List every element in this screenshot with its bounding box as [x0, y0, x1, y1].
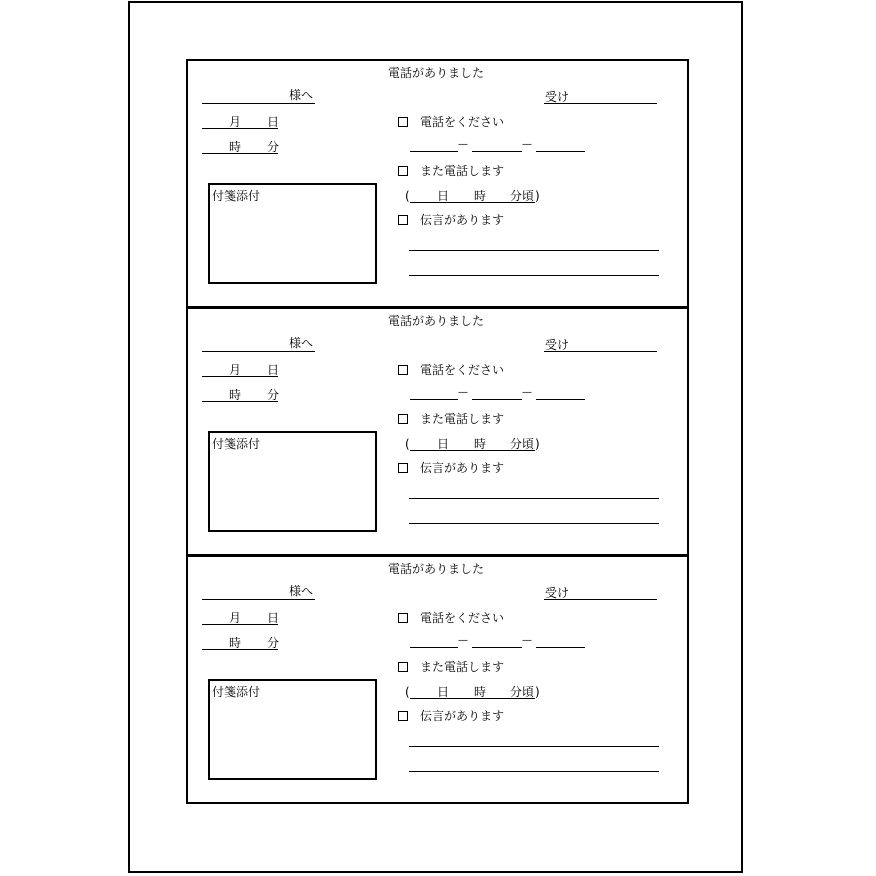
callback-day: 日	[437, 189, 450, 203]
checkbox-icon[interactable]	[398, 166, 408, 176]
checkbox-icon[interactable]	[398, 365, 408, 375]
option-will-call-again-label: また電話します	[420, 164, 505, 178]
phone-number-part-2[interactable]	[472, 647, 522, 648]
date-line[interactable]	[202, 624, 278, 625]
minute-label: 分	[267, 388, 280, 402]
time-line[interactable]	[202, 401, 278, 402]
option-message[interactable]	[398, 461, 504, 475]
phone-number-part-3[interactable]	[536, 399, 585, 400]
month-label: 月	[229, 611, 242, 625]
option-message[interactable]	[398, 213, 504, 227]
time-line[interactable]	[202, 153, 278, 154]
recipient-suffix: 様へ	[289, 88, 314, 102]
option-call-back[interactable]	[398, 363, 504, 377]
checkbox-icon[interactable]	[398, 463, 408, 473]
phone-number-part-1[interactable]	[410, 151, 458, 152]
recipient-line[interactable]	[202, 351, 315, 352]
recipient-line[interactable]	[202, 103, 315, 104]
option-will-call-again[interactable]	[398, 164, 504, 178]
memo-title: 電話がありました	[388, 314, 485, 328]
message-line-1[interactable]	[409, 498, 659, 499]
message-line-2[interactable]	[409, 771, 659, 772]
sticky-note-area[interactable]	[208, 679, 377, 780]
received-by-line[interactable]	[544, 103, 657, 104]
phone-number-part-2[interactable]	[472, 151, 522, 152]
recipient-line[interactable]	[202, 599, 315, 600]
message-line-1[interactable]	[409, 250, 659, 251]
callback-time-line[interactable]	[410, 450, 535, 451]
callback-hour: 時	[474, 189, 487, 203]
message-line-2[interactable]	[409, 275, 659, 276]
phone-memo	[186, 307, 689, 556]
callback-paren-open: (	[405, 189, 410, 203]
received-by-label: 受け	[545, 586, 570, 600]
option-will-call-again[interactable]	[398, 412, 504, 426]
option-call-back-label: 電話をください	[420, 611, 505, 625]
received-by-label: 受け	[545, 90, 570, 104]
checkbox-icon[interactable]	[398, 711, 408, 721]
checkbox-icon[interactable]	[398, 613, 408, 623]
callback-paren-close: )	[535, 189, 540, 203]
option-call-back-label: 電話をください	[420, 115, 505, 129]
checkbox-icon[interactable]	[398, 117, 408, 127]
month-label: 月	[229, 363, 242, 377]
phone-number-part-3[interactable]	[536, 647, 585, 648]
phone-dash-1: —	[458, 139, 468, 150]
option-message-label: 伝言があります	[420, 213, 505, 227]
memo-title: 電話がありました	[388, 562, 485, 576]
memo-title: 電話がありました	[388, 66, 485, 80]
callback-hour: 時	[474, 437, 487, 451]
hour-label: 時	[229, 140, 242, 154]
phone-dash-2: —	[522, 139, 532, 150]
sticky-note-label: 付箋添付	[212, 437, 261, 451]
minute-label: 分	[267, 636, 280, 650]
recipient-suffix: 様へ	[289, 336, 314, 350]
day-label: 日	[267, 611, 280, 625]
callback-day: 日	[437, 685, 450, 699]
callback-minute-approx: 分頃	[510, 437, 535, 451]
phone-dash-2: —	[522, 387, 532, 398]
callback-minute-approx: 分頃	[510, 685, 535, 699]
phone-dash-1: —	[458, 635, 468, 646]
hour-label: 時	[229, 636, 242, 650]
message-line-2[interactable]	[409, 523, 659, 524]
hour-label: 時	[229, 388, 242, 402]
option-call-back-label: 電話をください	[420, 363, 505, 377]
callback-time-line[interactable]	[410, 698, 535, 699]
sticky-note-label: 付箋添付	[212, 685, 261, 699]
phone-dash-1: —	[458, 387, 468, 398]
option-call-back[interactable]	[398, 115, 504, 129]
phone-number-part-2[interactable]	[472, 399, 522, 400]
option-message-label: 伝言があります	[420, 709, 505, 723]
callback-paren-open: (	[405, 437, 410, 451]
callback-paren-close: )	[535, 685, 540, 699]
checkbox-icon[interactable]	[398, 414, 408, 424]
option-will-call-again[interactable]	[398, 660, 504, 674]
phone-number-part-1[interactable]	[410, 647, 458, 648]
phone-number-part-1[interactable]	[410, 399, 458, 400]
day-label: 日	[267, 363, 280, 377]
sticky-note-label: 付箋添付	[212, 189, 261, 203]
received-by-label: 受け	[545, 338, 570, 352]
received-by-line[interactable]	[544, 599, 657, 600]
callback-time-line[interactable]	[410, 202, 535, 203]
date-line[interactable]	[202, 376, 278, 377]
checkbox-icon[interactable]	[398, 662, 408, 672]
checkbox-icon[interactable]	[398, 215, 408, 225]
recipient-suffix: 様へ	[289, 584, 314, 598]
day-label: 日	[267, 115, 280, 129]
callback-minute-approx: 分頃	[510, 189, 535, 203]
phone-memo	[186, 555, 689, 804]
phone-dash-2: —	[522, 635, 532, 646]
date-line[interactable]	[202, 128, 278, 129]
option-message-label: 伝言があります	[420, 461, 505, 475]
option-will-call-again-label: また電話します	[420, 660, 505, 674]
option-will-call-again-label: また電話します	[420, 412, 505, 426]
callback-paren-open: (	[405, 685, 410, 699]
message-line-1[interactable]	[409, 746, 659, 747]
sticky-note-area[interactable]	[208, 431, 377, 532]
month-label: 月	[229, 115, 242, 129]
option-call-back[interactable]	[398, 611, 504, 625]
sticky-note-area[interactable]	[208, 183, 377, 284]
received-by-line[interactable]	[544, 351, 657, 352]
minute-label: 分	[267, 140, 280, 154]
callback-paren-close: )	[535, 437, 540, 451]
phone-memo	[186, 59, 689, 308]
time-line[interactable]	[202, 649, 278, 650]
callback-day: 日	[437, 437, 450, 451]
phone-number-part-3[interactable]	[536, 151, 585, 152]
option-message[interactable]	[398, 709, 504, 723]
callback-hour: 時	[474, 685, 487, 699]
